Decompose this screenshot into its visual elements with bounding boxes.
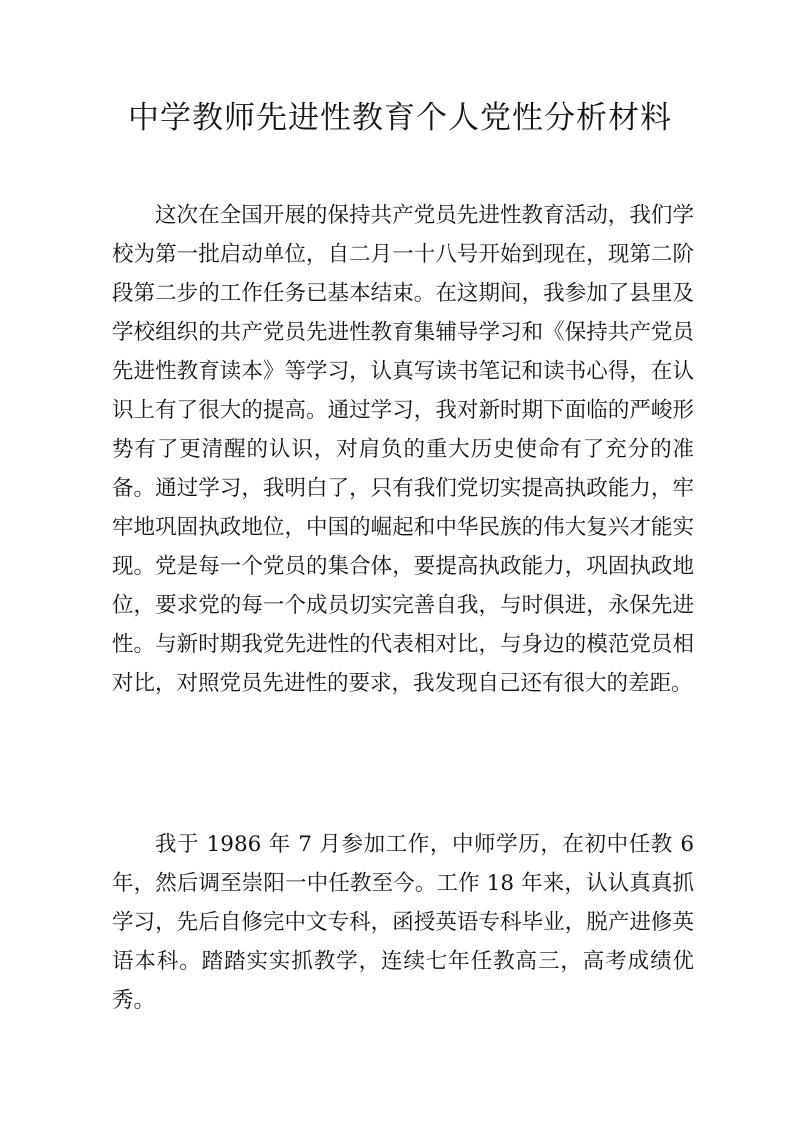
paragraph-1: 这次在全国开展的保持共产党员先进性教育活动，我们学校为第一批启动单位，自二月一十八号开始到现在，现第二阶段第二步的工作任务已基本结束。在这期间，我参加了县里及学校组织的共产党员先进性教育集辅导学习和《保持共产党员先进性教育读本》等学习，认真写读书笔记和读书心得，在认识上有了很大的提高。通过学习，我对新时期下面临的严峻形势有了更清醒的认识，对肩负的重大历史使命有了充分的准备。通过学习，我明白了，只有我们党切实提高执政能力，牢牢地巩固执政地位，中国的崛起和中华民族的伟大复兴才能实现。党是每一个党员的集合体，要提高执政能力，巩固执政地位，要求党的每一个成员切实完善自我，与时俱进，永保先进性。与新时期我党先进性的代表相对比，与身边的模范党员相对比，对照党员先进性的要求，我发现自己还有很大的差距。 bbox=[112, 203, 694, 696]
document-title: 中学教师先进性教育个人党性分析材料 bbox=[128, 100, 672, 136]
paragraph-2: 我于 1986 年 7 月参加工作，中师学历，在初中任教 6 年，然后调至崇阳一中任教至今。工作 18 年来，认认真真抓学习，先后自修完中文专科，函授英语专科毕业，脱产进修英语本科。踏踏实实抓教学，连续七年任教高三，高考成绩优秀。 bbox=[112, 832, 694, 1013]
